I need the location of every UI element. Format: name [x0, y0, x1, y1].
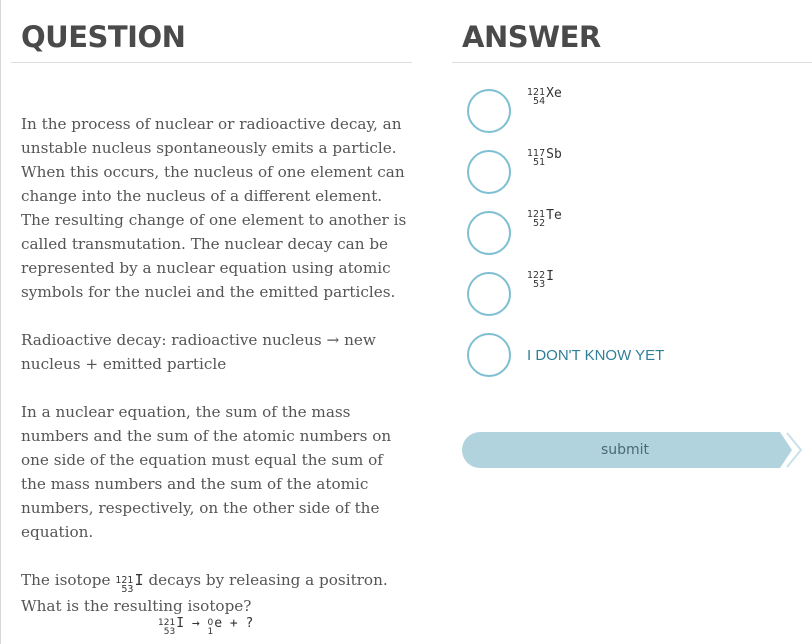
equation-plus: + — [229, 616, 238, 631]
nuclear-equation — [158, 616, 253, 637]
option-mass-number: 117 — [527, 147, 546, 159]
option-atomic-number: 53 — [533, 278, 546, 290]
option-symbol: Xe — [546, 85, 562, 101]
reactant-mass-number: 121 — [158, 618, 176, 628]
prompt-after-text: decays by releasing a positron. What is the resulting isotope? — [21, 571, 388, 615]
isotope-mass-number: 121 — [115, 575, 134, 586]
product-mass-number: 0 — [207, 618, 214, 628]
option-symbol: I — [546, 268, 554, 284]
question-paragraph-1: In the process of nuclear or radioactive decay, an unstable nucleus spontaneously emits a particle. When this occurs, the nucleus of one element can change into the nucleus of a different element. The resulting change of one element to another is called transmutation. The nuclear decay can be represented by a nuclear equation using atomic symbols for the nuclei and the emitted particles. — [21, 115, 407, 301]
equation-unknown: ? — [245, 616, 254, 631]
option-label — [527, 268, 554, 289]
submit-label: submit — [600, 442, 650, 458]
option-atomic-number: 51 — [533, 156, 546, 168]
question-divider — [11, 62, 412, 63]
option-mass-number: 122 — [527, 269, 546, 281]
submit-button[interactable] — [462, 432, 792, 468]
radio-button[interactable] — [467, 211, 511, 255]
question-heading: QUESTION — [21, 20, 186, 54]
answer-option-xe[interactable] — [467, 85, 807, 134]
option-symbol: Te — [546, 207, 562, 223]
prompt-before-text: The isotope — [21, 571, 111, 589]
product-symbol: e — [214, 616, 223, 631]
answer-option-dont-know[interactable] — [467, 332, 807, 378]
option-mass-number: 121 — [527, 208, 546, 220]
radio-button[interactable] — [467, 150, 511, 194]
prompt-isotope — [115, 568, 143, 594]
equation-reactant — [158, 616, 184, 637]
answer-option-i[interactable] — [467, 268, 807, 317]
reactant-atomic-number: 53 — [163, 627, 176, 637]
question-paragraph-2: Radioactive decay: radioactive nucleus → new nucleus + emitted particle — [21, 331, 376, 373]
option-atomic-number: 54 — [533, 95, 546, 107]
option-label — [527, 207, 562, 228]
radio-button[interactable] — [467, 89, 511, 133]
radio-button[interactable] — [467, 272, 511, 316]
equation-arrow: → — [191, 616, 200, 631]
question-prompt — [21, 568, 411, 618]
answer-option-te[interactable] — [467, 207, 807, 256]
answer-divider — [452, 62, 812, 63]
answer-heading: ANSWER — [462, 20, 601, 54]
option-symbol: Sb — [546, 146, 562, 162]
isotope-symbol: I — [134, 571, 144, 589]
option-label — [527, 85, 562, 106]
radio-button[interactable] — [467, 333, 511, 377]
question-body — [21, 112, 411, 618]
isotope-atomic-number: 53 — [121, 584, 134, 595]
reactant-symbol: I — [176, 616, 185, 631]
option-atomic-number: 52 — [533, 217, 546, 229]
left-border — [0, 0, 1, 644]
dont-know-label: I DON'T KNOW YET — [527, 346, 665, 364]
question-paragraph-3: In a nuclear equation, the sum of the mass numbers and the sum of the atomic numbers on one side of the equation must equal the sum of the mass numbers and the sum of the atomic numbers, respectively, on the other side of the equation. — [21, 403, 392, 541]
product-atomic-number: 1 — [207, 627, 214, 637]
option-mass-number: 121 — [527, 86, 546, 98]
option-label — [527, 146, 562, 167]
equation-product — [208, 616, 223, 637]
answer-option-sb[interactable] — [467, 146, 807, 195]
